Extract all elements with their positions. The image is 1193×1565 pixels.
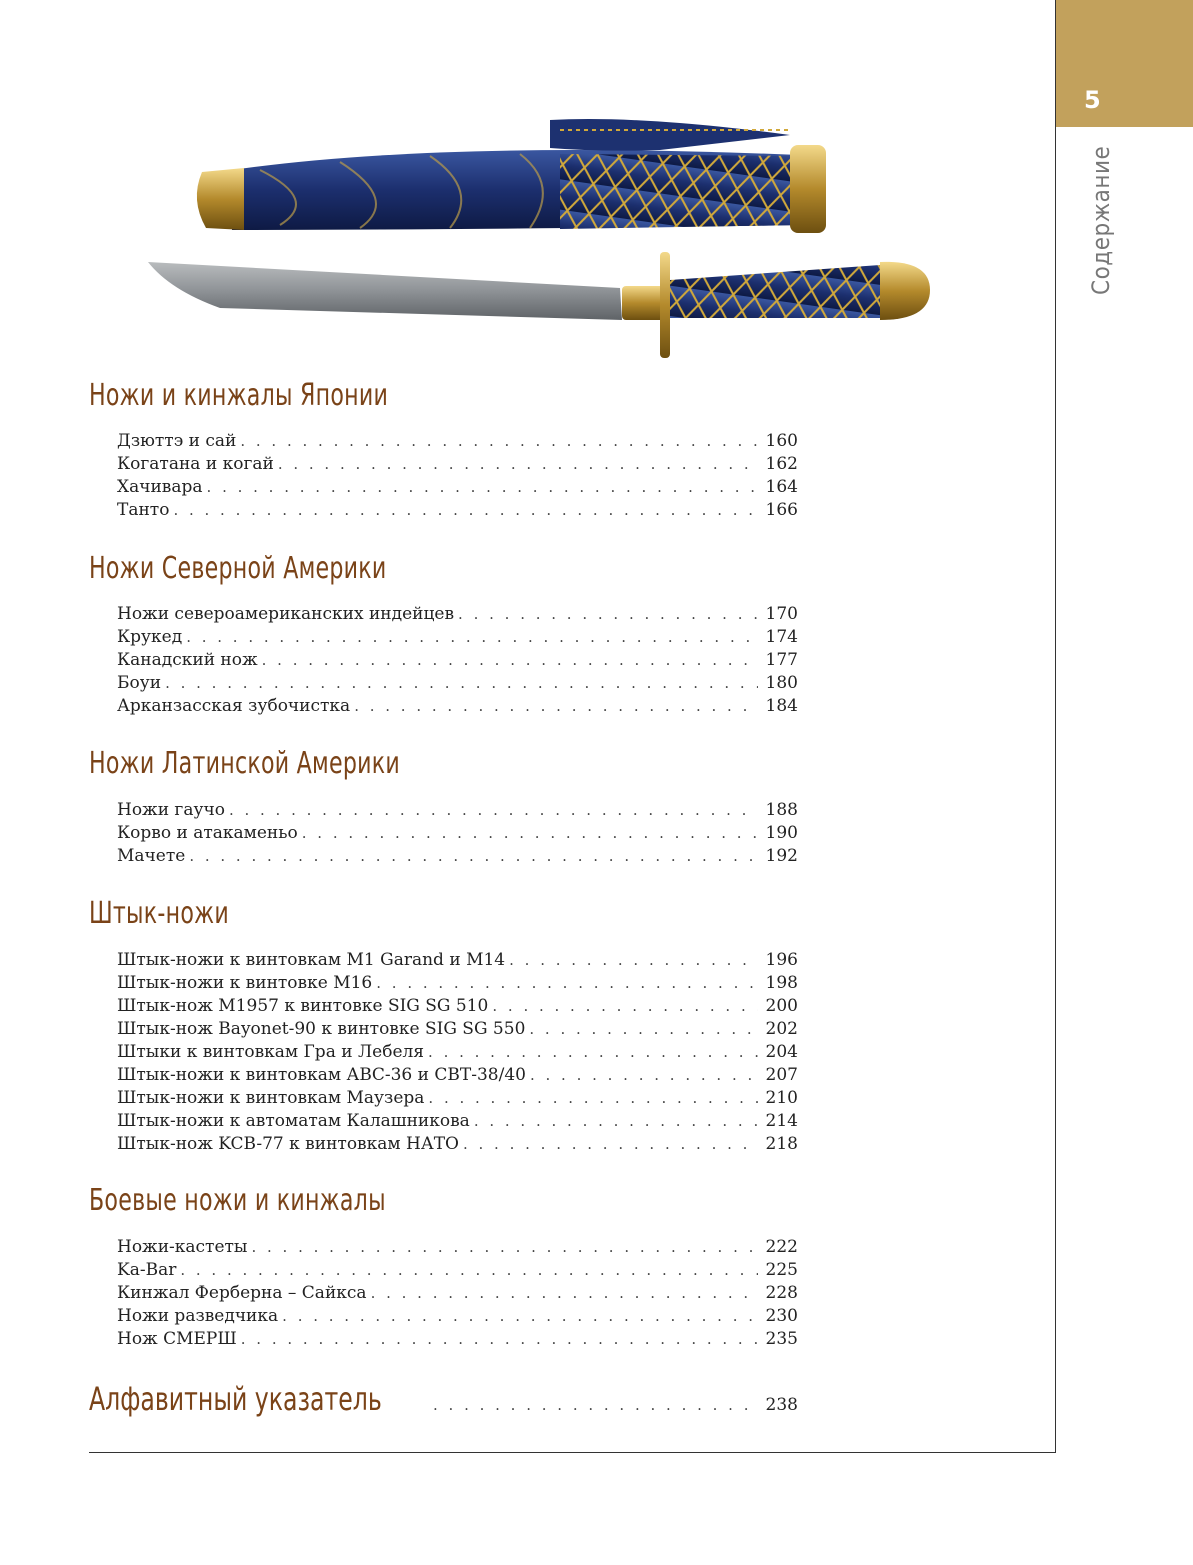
page-number-tab <box>1056 0 1193 127</box>
toc-entry[interactable]: Нож СМЕРШ . . . 235 <box>117 1328 798 1351</box>
toc-entry[interactable]: Хачивара . . . 164 <box>117 476 798 499</box>
toc-entry[interactable]: Штык-нож KCB-77 к винтовкам НАТО . . . 218 <box>117 1133 798 1156</box>
toc-entry[interactable]: Ножи североамериканских индейцев . . . 170 <box>117 603 798 626</box>
side-divider <box>1055 0 1056 1453</box>
toc-entry[interactable]: Корво и атакаменьо . . . 190 <box>117 822 798 845</box>
section-entries-north-america <box>117 603 798 718</box>
toc-entry[interactable]: Ножи разведчика . . . 230 <box>117 1305 798 1328</box>
section-entries-latin-america <box>117 799 798 868</box>
section-heading-japan: Ножи и кинжалы Японии <box>89 378 389 413</box>
page-number: 5 <box>1084 86 1101 114</box>
toc-entry[interactable]: Штык-нож Bayonet-90 к винтовке SIG SG 550 . . . 202 <box>117 1018 798 1041</box>
tanto-knife-illustration <box>140 90 950 380</box>
section-heading-north-america: Ножи Северной Америки <box>89 551 387 586</box>
toc-entry[interactable]: Мачете . . . 192 <box>117 845 798 868</box>
scabbard <box>197 119 826 233</box>
knife <box>148 252 930 358</box>
index-heading: Алфавитный указатель <box>89 1380 382 1418</box>
toc-entry[interactable]: Штык-ножи к винтовке M16 . . . 198 <box>117 972 798 995</box>
toc-entry[interactable]: Штык-ножи к винтовкам Маузера . . . 210 <box>117 1087 798 1110</box>
toc-entry[interactable]: Когатана и когай . . . 162 <box>117 453 798 476</box>
toc-entry[interactable]: Дзюттэ и сай . . . 160 <box>117 430 798 453</box>
section-entries-japan <box>117 430 798 522</box>
toc-entry[interactable]: Боуи . . . 180 <box>117 672 798 695</box>
toc-entry[interactable]: Ka-Bar . . . 225 <box>117 1259 798 1282</box>
toc-entry-index[interactable] <box>89 1380 798 1422</box>
section-heading-latin-america: Ножи Латинской Америки <box>89 746 401 781</box>
toc-entry[interactable]: Штык-ножи к винтовкам M1 Garand и M14 . . . 196 <box>117 949 798 972</box>
section-heading-bayonets: Штык-ножи <box>89 896 229 931</box>
section-label: Содержание <box>1087 145 1115 295</box>
index-page: 238 <box>765 1395 798 1415</box>
toc-entry[interactable]: Танто . . . 166 <box>117 499 798 522</box>
bottom-divider <box>89 1452 1056 1453</box>
toc-entry[interactable]: Штык-нож M1957 к винтовке SIG SG 510 . . . 200 <box>117 995 798 1018</box>
toc-entry[interactable]: Ножи-кастеты . . . 222 <box>117 1236 798 1259</box>
section-entries-combat <box>117 1236 798 1351</box>
section-entries-bayonets <box>117 949 798 1156</box>
toc-entry[interactable]: Арканзасская зубочистка . . . 184 <box>117 695 798 718</box>
toc-entry[interactable]: Штыки к винтовкам Гра и Лебеля . . . 204 <box>117 1041 798 1064</box>
toc-entry[interactable]: Штык-ножи к автоматам Калашникова . . . 214 <box>117 1110 798 1133</box>
toc-entry[interactable]: Штык-ножи к винтовкам АВС-36 и СВТ-38/40 . . . 207 <box>117 1064 798 1087</box>
section-heading-combat: Боевые ножи и кинжалы <box>89 1183 386 1218</box>
toc-entry[interactable]: Кинжал Ферберна – Сайкса . . . 228 <box>117 1282 798 1305</box>
toc-entry[interactable]: Ножи гаучо . . . 188 <box>117 799 798 822</box>
toc-entry[interactable]: Крукед . . . 174 <box>117 626 798 649</box>
toc-entry[interactable]: Канадский нож . . . 177 <box>117 649 798 672</box>
